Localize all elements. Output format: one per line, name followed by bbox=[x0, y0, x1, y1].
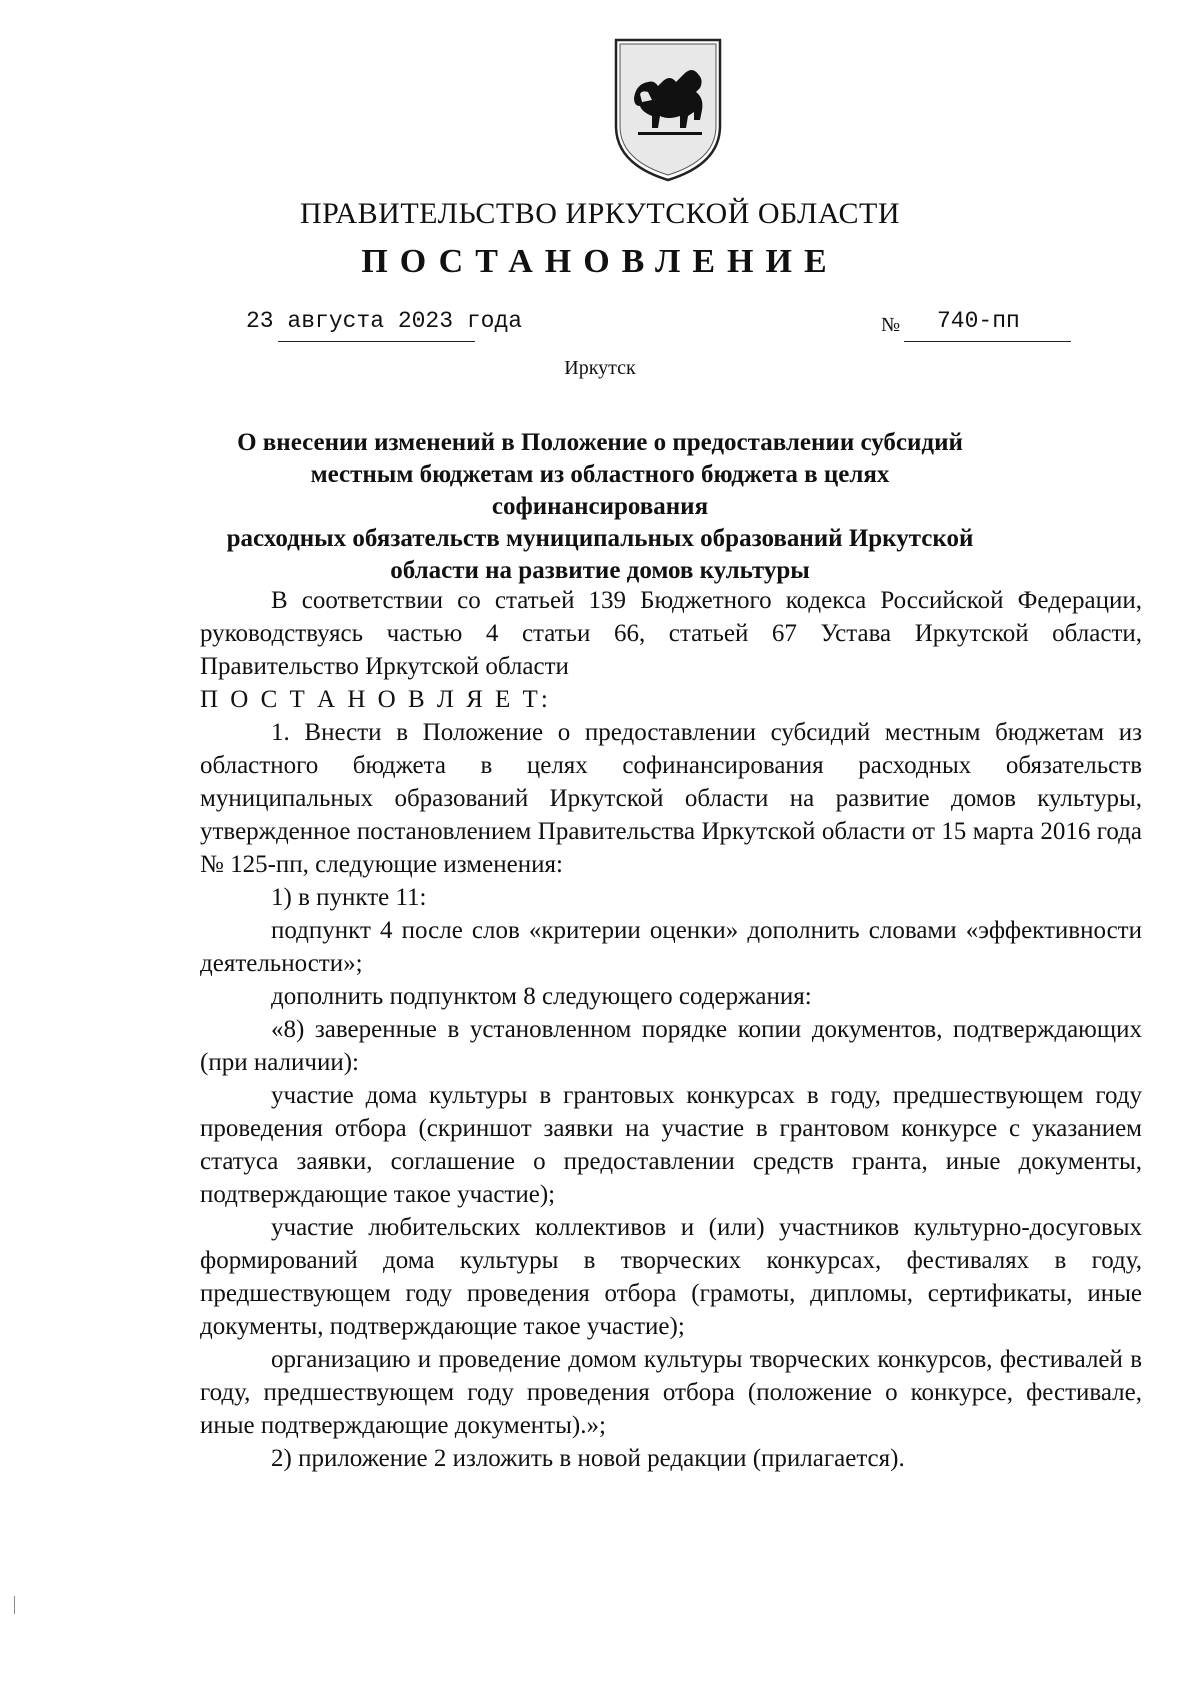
subject-line: местным бюджетам из областного бюджета в целях софинансирования bbox=[310, 461, 890, 520]
decree-subject bbox=[200, 427, 1000, 587]
decree-body bbox=[200, 584, 1142, 1475]
decree-date: 23 августа 2023 года bbox=[246, 308, 523, 334]
number-underline bbox=[904, 341, 1071, 342]
scan-margin-mark bbox=[14, 1596, 15, 1614]
body-paragraph: участие дома культуры в грантовых конкурсах в году, предшествующем году проведения отбора (скриншот заявки на участие в грантовом конкурсе с указанием статуса заявки, соглашение о предоставлении средств гранта, иные документы, подтверждающие такое участие); bbox=[200, 1082, 1142, 1208]
resolves-heading: П О С Т А Н О В Л Я Е Т: bbox=[200, 686, 551, 713]
irkutsk-coat-of-arms-icon bbox=[612, 36, 724, 184]
government-title: ПРАВИТЕЛЬСТВО ИРКУТСКОЙ ОБЛАСТИ bbox=[299, 197, 901, 230]
date-underline bbox=[278, 341, 475, 342]
body-paragraph: подпункт 4 после слов «критерии оценки» дополнить словами «эффективности деятельности»; bbox=[200, 917, 1142, 977]
decree-number: 740-пп bbox=[937, 308, 1020, 334]
subject-line: области на развитие домов культуры bbox=[390, 557, 810, 584]
body-paragraph: дополнить подпунктом 8 следующего содержания: bbox=[271, 983, 812, 1010]
body-paragraph: 1) в пункте 11: bbox=[271, 884, 427, 911]
preamble-paragraph: В соответствии со статьей 139 Бюджетного кодекса Российской Федерации, руководствуясь частью 4 статьи 66, статьей 67 Устава Иркутской области, Правительство Иркутской области bbox=[200, 587, 1142, 680]
subject-line: О внесении изменений в Положение о предоставлении субсидий bbox=[237, 429, 963, 456]
body-paragraph: «8) заверенные в установленном порядке копии документов, подтверждающих (при наличии): bbox=[200, 1016, 1142, 1076]
body-paragraph: участие любительских коллективов и (или) участников культурно-досуговых формирований дома культуры в творческих конкурсах, фестивалях в году, предшествующем году проведения отбора (грамоты, дипломы, сертификаты, иные документы, подтверждающие такое участие); bbox=[200, 1214, 1142, 1340]
subject-line: расходных обязательств муниципальных образований Иркутской bbox=[226, 525, 974, 552]
city: Иркутск bbox=[564, 357, 636, 379]
body-paragraph: организацию и проведение домом культуры творческих конкурсов, фестивалей в году, предшествующем году проведения отбора (положение о конкурсе, фестивале, иные подтверждающие документы).»; bbox=[200, 1346, 1142, 1439]
document-type: ПОСТАНОВЛЕНИЕ bbox=[361, 243, 839, 280]
body-paragraph: 1. Внести в Положение о предоставлении субсидий местным бюджетам из областного бюджета в целях софинансирования расходных обязательств муниципальных образований Иркутской области на развитие домов культуры, утвержденное постановлением Правительства Иркутской области от 15 марта 2016 года № 125-пп, следующие изменения: bbox=[200, 719, 1142, 878]
body-paragraph: 2) приложение 2 изложить в новой редакции (прилагается). bbox=[271, 1445, 905, 1472]
number-sign: № bbox=[881, 314, 901, 336]
